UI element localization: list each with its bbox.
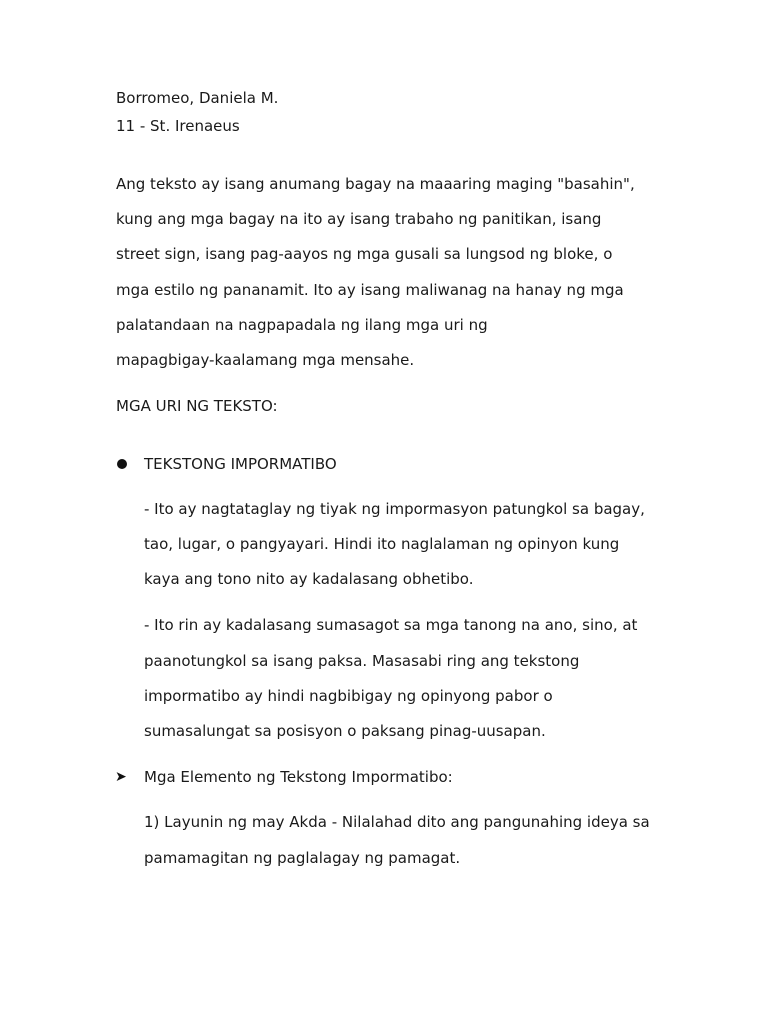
paragraph-line: tao, lugar, o pangyayari. Hindi ito naglalaman ng opinyon kung bbox=[144, 535, 620, 553]
paragraph-line: - Ito ay nagtataglay ng tiyak ng impormasyon patungkol sa bagay, bbox=[144, 500, 645, 518]
bullet-dot-icon bbox=[117, 459, 127, 469]
intro-line: Ang teksto ay isang anumang bagay na maaaring maging "basahin", bbox=[116, 175, 635, 193]
author-name: Borromeo, Daniela M. bbox=[116, 89, 279, 107]
paragraph-line: impormatibo ay hindi nagbibigay ng opinyong pabor o bbox=[144, 687, 553, 705]
paragraph-line: kaya ang tono nito ay kadalasang obhetibo. bbox=[144, 570, 474, 588]
class-section: 11 - St. Irenaeus bbox=[116, 117, 240, 135]
intro-line: kung ang mga bagay na ito ay isang trabaho ng panitikan, isang bbox=[116, 210, 602, 228]
intro-line: mapagbigay-kaalamang mga mensahe. bbox=[116, 351, 415, 369]
list-item-line: pamamagitan ng paglalagay ng pamagat. bbox=[144, 849, 461, 867]
arrowhead-bullet-icon: ➤ bbox=[115, 769, 127, 785]
intro-line: palatandaan na nagpapadala ng ilang mga uri ng bbox=[116, 316, 488, 334]
list-item-line: 1) Layunin ng may Akda - Nilalahad dito ang pangunahing ideya sa bbox=[144, 813, 650, 831]
paragraph-line: - Ito rin ay kadalasang sumasagot sa mga tanong na ano, sino, at bbox=[144, 616, 638, 634]
intro-line: mga estilo ng pananamit. Ito ay isang maliwanag na hanay ng mga bbox=[116, 281, 624, 299]
bullet-title: TEKSTONG IMPORMATIBO bbox=[144, 455, 337, 473]
types-heading: MGA URI NG TEKSTO: bbox=[116, 397, 278, 415]
paragraph-line: sumasalungat sa posisyon o paksang pinag-uusapan. bbox=[144, 722, 546, 740]
bullet-title: Mga Elemento ng Tekstong Impormatibo: bbox=[144, 768, 453, 786]
intro-line: street sign, isang pag-aayos ng mga gusali sa lungsod ng bloke, o bbox=[116, 245, 613, 263]
paragraph-line: paanotungkol sa isang paksa. Masasabi ring ang tekstong bbox=[144, 652, 580, 670]
